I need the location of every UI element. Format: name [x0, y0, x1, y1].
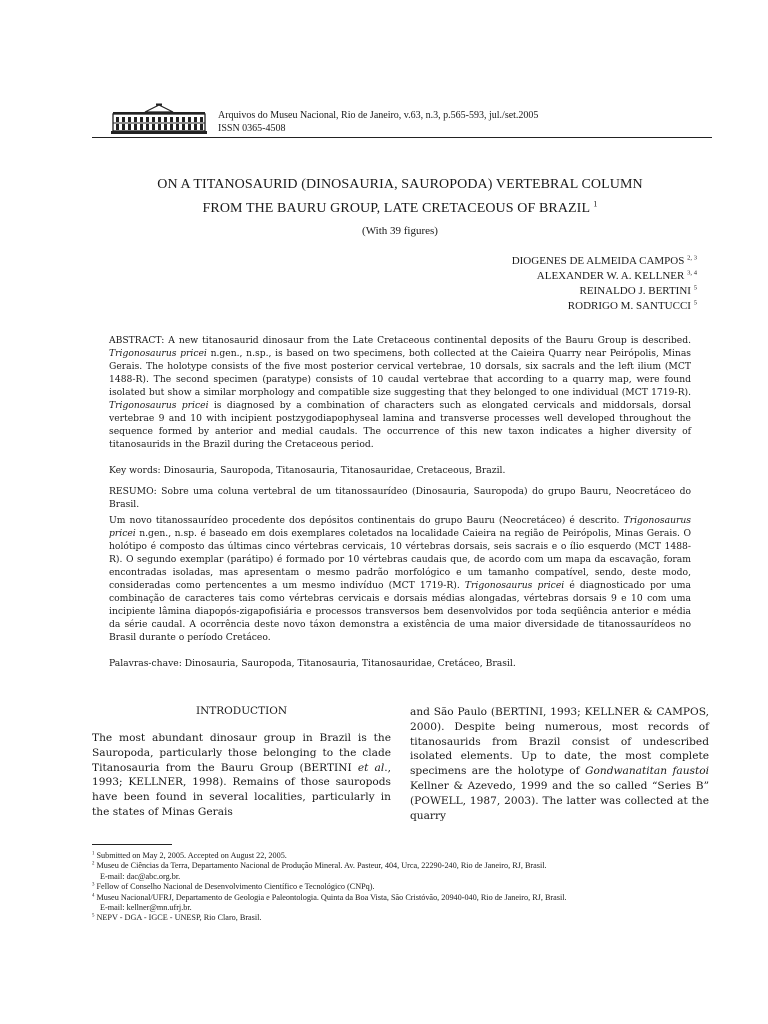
- introduction-column-left: [92, 731, 391, 820]
- species-name: Trigonosaurus pricei: [109, 400, 209, 411]
- introduction-column-right: [410, 705, 709, 823]
- footnote-mark: 3: [92, 882, 95, 888]
- author: [512, 269, 697, 284]
- footnote-mark: 1: [92, 851, 95, 857]
- species-name: Trigonosaurus pricei: [464, 580, 565, 591]
- footnote-text: Submitted on May 2, 2005. Accepted on August 22, 2005.: [96, 851, 287, 860]
- body-paragraph: [410, 705, 709, 823]
- author-name: ALEXANDER W. A. KELLNER: [536, 270, 685, 282]
- body-text: Kellner & Azevedo, 1999 and the so called “Series B” (POWELL, 1987, 2003). The latter was collected at the quarry: [410, 779, 709, 822]
- author-name: RODRIGO M. SANTUCCI: [567, 300, 691, 312]
- abstract: [109, 334, 691, 451]
- body-text: The most abundant dinosaur group in Brazil is the Sauropoda, particularly those belonging to the clade Titanosauria from the Bauru Group (BERTINI: [92, 732, 391, 774]
- title-footnote-mark: 1: [593, 199, 598, 209]
- author-name: DIOGENES DE ALMEIDA CAMPOS: [511, 255, 685, 267]
- abstract-label: ABSTRACT:: [109, 335, 165, 346]
- resumo-text: é diagnosticado por uma combinação de caracteres tais como vértebras cervicais e dorsais médias alongadas, vértebras dorsais 9 e 10 com uma incipiente lâmina diapopós-zigapofisiária e processos transversos bem desenvolvidos por toda seqüência anterior e média da série caudal. A ocorrência deste novo táxon demonstra a existência de uma maior diversidade de titanossaurídeos no Brasil durante o período Cretáceo.: [109, 580, 691, 643]
- footnote-email: E-mail: kellner@mn.ufrj.br.: [100, 903, 192, 913]
- footnotes: [92, 851, 717, 924]
- author: [512, 254, 697, 269]
- resumo-paragraph: [109, 485, 691, 511]
- author-affiliation-marks: 5: [693, 284, 697, 292]
- resumo-text: Sobre uma coluna vertebral de um titanossaurídeo (Dinosauria, Sauropoda) do grupo Bauru, Neocretáceo do Brasil.: [109, 486, 691, 510]
- body-paragraph: [92, 731, 391, 820]
- abstract-text: is diagnosed by a combination of characters such as elongated cervicals and middorsals, dorsal vertebrae 9 and 10 with incipient postzygodiapophyseal lamina and transverse processes well developed throughout the sequence formed by anterior and medial caudals. The occurrence of this new taxon indicates a higher diversity of titanosaurids in the Brazil during the Cretaceous period.: [109, 400, 692, 450]
- body-text: ., 1993; KELLNER, 1998). Remains of those sauropods have been found in several localities, particularly in the states of Minas Gerais: [92, 761, 391, 818]
- journal-line: Arquivos do Museu Nacional, Rio de Janeiro, v.63, n.3, p.565-593, jul./set.2005: [218, 110, 539, 121]
- author-affiliation-marks: 3, 4: [687, 269, 697, 277]
- footnote: [92, 882, 717, 892]
- footnote-text: Fellow of Conselho Nacional de Desenvolvimento Científico e Tecnológico (CNPq).: [96, 882, 375, 892]
- species-name: Gondwanatitan faustoi: [585, 765, 709, 778]
- introduction-heading: INTRODUCTION: [195, 705, 288, 717]
- author-list: [512, 254, 697, 314]
- species-name: Trigonosaurus pricei: [109, 515, 692, 539]
- footnote-mark: 5: [92, 913, 95, 919]
- resumo-keywords: Palavras-chave: Dinosauria, Sauropoda, Titanosauria, Titanosauridae, Cretáceo, Brasil.: [109, 658, 516, 669]
- footnote-text: Museu de Ciências da Terra, Departamento Nacional de Produção Mineral. Av. Pasteur, 404, Urca, 22290-240, Rio de Janeiro, RJ, Brasil.: [96, 861, 547, 871]
- resumo-paragraph: [109, 514, 691, 644]
- abstract-text: A new titanosaurid dinosaur from the Late Cretaceous continental deposits of the Bauru Group is described.: [168, 335, 691, 346]
- journal-citation: [218, 109, 538, 135]
- resumo-body: [109, 514, 691, 644]
- museum-building-logo: [110, 103, 208, 135]
- body-text: and São Paulo (BERTINI, 1993; KELLNER & CAMPOS, 2000). Despite being numerous, most records of titanosaurids from Brazil consist of undescribed isolated elements. Up to date, the most complete specimens are the holotype of: [410, 706, 709, 778]
- author-name: REINALDO J. BERTINI: [579, 285, 691, 297]
- resumo-text: Um novo titanossaurídeo procedente dos depósitos continentais do grupo Bauru (Neocretáceo) é descrito.: [109, 515, 620, 526]
- footnote-rule: [92, 844, 172, 845]
- footnote-mark: 2: [92, 861, 95, 867]
- title-line-2-text: FROM THE BAURU GROUP, LATE CRETACEOUS OF BRAZIL: [202, 201, 590, 216]
- author-affiliation-marks: 5: [693, 299, 697, 307]
- footnote: [92, 913, 717, 923]
- author: [512, 284, 697, 299]
- author: [512, 299, 697, 314]
- species-name: Trigonosaurus pricei: [109, 348, 207, 359]
- header-rule: [92, 137, 712, 138]
- figure-count: (With 39 figures): [362, 225, 438, 237]
- resumo-text: n.gen., n.sp. é baseado em dois exemplares coletados na localidade Caieira na região de Peirópolis, Minas Gerais. O holótipo é composto das últimas cinco vértebras cervicais, 10 vértebras dorsais, seis sacrais e o ílio esquerdo (MCT 1488-R). O segundo exemplar (parátipo) é formado por 10 vértebras caudais que, de acordo com um mapa da escavação, foram encontradas isoladas, mas apresentam o mesmo padrão morfológico e um tamanho compatível, sendo, deste modo, consideradas como pertencentes a um mesmo indivíduo (MCT 1719-R).: [109, 528, 691, 591]
- footnote: [92, 861, 717, 871]
- footnote-text: Museu Nacional/UFRJ, Departamento de Geologia e Paleontologia. Quinta da Boa Vista, São Cristóvão, 20940-040, Rio de Janeiro, RJ, Brasil.: [96, 892, 567, 902]
- abstract-keywords: Key words: Dinosauria, Sauropoda, Titanosauria, Titanosauridae, Cretaceous, Brazil.: [109, 465, 506, 476]
- footnote-email: E-mail: dac@abc.org.br.: [100, 871, 181, 881]
- author-affiliation-marks: 2, 3: [687, 254, 697, 262]
- title-line-1: ON A TITANOSAURID (DINOSAURIA, SAUROPODA) VERTEBRAL COLUMN: [157, 177, 643, 192]
- footnote: [92, 851, 717, 861]
- issn: ISSN 0365-4508: [218, 123, 286, 134]
- footnote-mark: 4: [92, 892, 95, 898]
- abstract-paragraph: [109, 334, 691, 451]
- resumo-label: RESUMO:: [109, 486, 157, 497]
- footnote: [92, 893, 717, 903]
- title-line-2: [60, 201, 740, 217]
- resumo: [109, 485, 691, 511]
- footnote-text: NEPV - DGA - IGCE - UNESP, Rio Claro, Brasil.: [96, 913, 262, 923]
- body-italic: et al: [357, 761, 385, 774]
- abstract-text: n.gen., n.sp., is based on two specimens, both collected at the Caieira Quarry near Peirópolis, Minas Gerais. The holotype consists of the five most posterior cervical vertebrae, 10 dorsals, six sacrals and the left ilium (MCT 1488-R). The second specimen (paratype) consists of 10 caudal vertebrae that according to a quarry map, were found isolated but show a similar morphology and compatible size suggesting that they belonged to one individual (MCT 1719-R).: [109, 348, 692, 398]
